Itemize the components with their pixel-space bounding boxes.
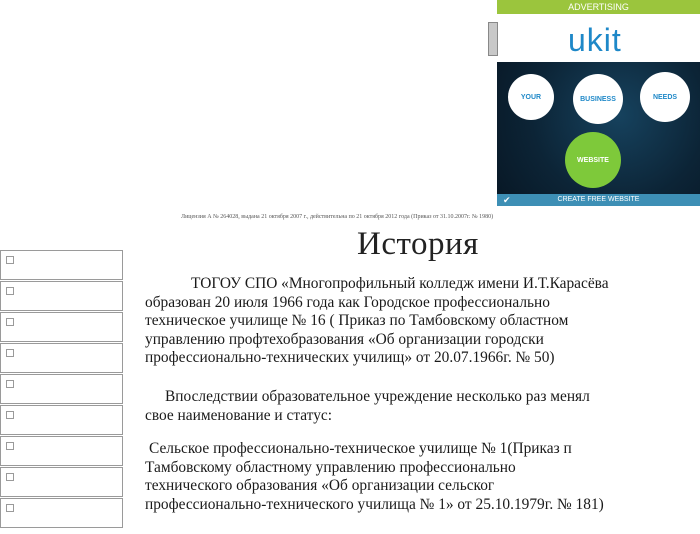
sidebar-box[interactable] xyxy=(0,312,123,342)
text-line: профессионально-технического училища № 1» от 25.10.1979г. № 181) xyxy=(145,495,604,513)
sidebar-box[interactable] xyxy=(0,405,123,435)
ad-graphic xyxy=(497,62,700,194)
page-title: История xyxy=(357,226,479,262)
sidebar-box[interactable] xyxy=(0,436,123,466)
text-line: ТОГОУ СПО «Многопрофильный колледж имени И.Т.Карасёва xyxy=(191,275,609,292)
ukit-logo: ukit xyxy=(568,22,622,58)
image-placeholder-icon xyxy=(6,349,14,357)
bubble-business: BUSINESS xyxy=(573,74,623,124)
sidebar-box[interactable] xyxy=(0,343,123,373)
text-line: управлению профтехобразования «Об организации городски xyxy=(145,330,544,348)
license-text: Лицензия А № 264028, выдана 21 октября 2007 г., действительна по 21 октября 2012 года (Приказ от 31.10.2007г. № 1980) xyxy=(181,214,494,220)
sidebar-box[interactable] xyxy=(0,374,123,404)
bubble-needs: NEEDS xyxy=(640,72,690,122)
text-line: образован 20 июля 1966 года как Городское профессионально xyxy=(145,293,550,311)
ad-banner[interactable] xyxy=(497,0,700,206)
history-paragraph-1 xyxy=(145,275,700,368)
sidebar-box[interactable] xyxy=(0,467,123,497)
sidebar-box[interactable] xyxy=(0,498,123,528)
text-line: свое наименование и статус: xyxy=(145,406,332,424)
image-placeholder-icon xyxy=(6,256,14,264)
text-line: профессионально-технических училищ» от 20.07.1966г. № 50) xyxy=(145,349,555,366)
image-placeholder-icon xyxy=(6,411,14,419)
image-placeholder-icon xyxy=(6,318,14,326)
ad-scroll-handle[interactable] xyxy=(488,22,498,56)
history-paragraph-3 xyxy=(145,440,700,514)
ad-cta[interactable] xyxy=(497,194,700,206)
text-line: Сельское профессионально-техническое училище № 1(Приказ п xyxy=(149,440,572,457)
text-line: технического образования «Об организации сельског xyxy=(145,477,495,494)
ad-cta-label: CREATE FREE WEBSITE xyxy=(557,196,640,203)
image-placeholder-icon xyxy=(6,504,14,512)
text-line: Впоследствии образовательное учреждение несколько раз менял xyxy=(165,388,590,405)
bubble-website: WEBSITE xyxy=(565,132,621,188)
text-line: техническое училище № 16 ( Приказ по Тамбовскому областном xyxy=(145,312,569,329)
history-paragraph-2 xyxy=(145,388,700,425)
bubble-your: YOUR xyxy=(508,74,554,120)
image-placeholder-icon xyxy=(6,287,14,295)
ad-label: ADVERTISING xyxy=(497,0,700,14)
image-placeholder-icon xyxy=(6,442,14,450)
image-placeholder-icon xyxy=(6,380,14,388)
sidebar-box[interactable] xyxy=(0,250,123,280)
sidebar-box[interactable] xyxy=(0,281,123,311)
checkmark-icon: ✔ xyxy=(503,195,511,205)
text-line: Тамбовскому областному управлению профессионально xyxy=(145,458,516,476)
image-placeholder-icon xyxy=(6,473,14,481)
